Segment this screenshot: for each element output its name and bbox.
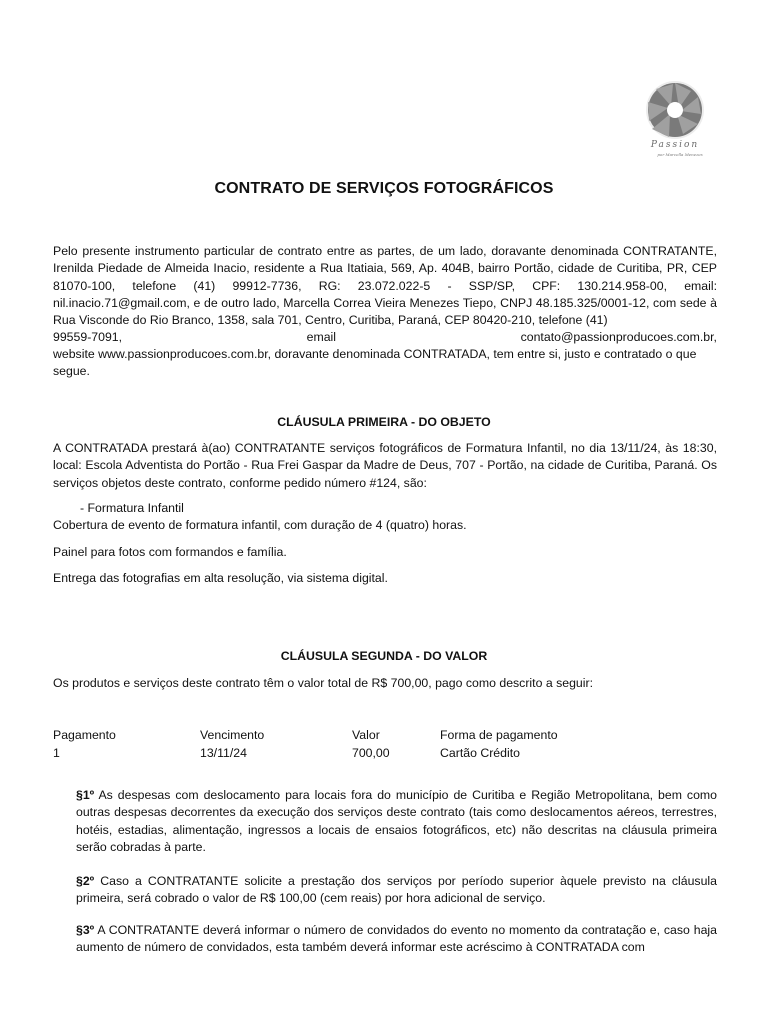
logo-subtitle: por Marcella Menezes [657, 152, 703, 157]
cell-forma-pagamento: Cartão Crédito [440, 746, 520, 760]
paragraph-2-text: Caso a CONTRATANTE solicite a prestação dos serviços por período superior àquele previsto na cláusula primeira, será cobrado o valor de R$ 100,00 (cem reais) por hora adicional de serviço. [76, 874, 717, 906]
clause-two-heading: CLÁUSULA SEGUNDA - DO VALOR [280, 649, 488, 663]
paragraph-3-label: §3º [76, 923, 95, 937]
paragraph-1 [76, 787, 717, 856]
contractor-phone: 99559-7091, [53, 330, 123, 344]
paragraph-1-label: §1º [76, 788, 95, 802]
header-vencimento: Vencimento [200, 728, 265, 742]
aperture-icon [628, 80, 722, 140]
cell-valor: 700,00 [352, 746, 390, 760]
paragraph-1-text: As despesas com deslocamento para locais fora do município de Curitiba e Região Metropolitana, bem como outras despesas decorrentes da execução dos serviços deste contrato (tais como deslocamentos aéreos, terrestres, hotéis, estadias, alimentação, ingressos a locais de ensaios fotográficos, etc) não descritas na cláusula primeira serão cobradas à parte. [76, 788, 717, 854]
document-title: CONTRATO DE SERVIÇOS FOTOGRÁFICOS [214, 180, 554, 197]
paragraph-3 [76, 922, 717, 957]
clause-one-text: A CONTRATADA prestará à(ao) CONTRATANTE serviços fotográficos de Formatura Infantil, no dia 13/11/24, às 18:30, local: Escola Adventista do Portão - Rua Frei Gaspar da Madre de Deus, 707 - Portão, na cidade de Curitiba, Paraná. Os serviços objetos deste contrato, conforme pedido número #124, são: [53, 441, 717, 490]
header-pagamento: Pagamento [53, 728, 116, 742]
email-label: email [306, 330, 337, 344]
passion-logo [628, 80, 722, 164]
service-panel: Painel para fotos com formandos e família. [53, 545, 287, 559]
service-coverage: Cobertura de evento de formatura infantil, com duração de 4 (quatro) horas. [53, 518, 467, 532]
header-forma-pagamento: Forma de pagamento [440, 728, 558, 742]
cell-vencimento: 13/11/24 [200, 746, 247, 760]
paragraph-2 [76, 873, 717, 908]
header-valor: Valor [352, 728, 380, 742]
service-delivery: Entrega das fotografias em alta resolução, via sistema digital. [53, 571, 388, 585]
intro-ending: website www.passionproducoes.com.br, doravante denominada CONTRATADA, tem entre si, justo e contratado o que segue. [53, 347, 697, 379]
logo-wordmark: Passion [650, 140, 700, 150]
cell-pagamento: 1 [53, 746, 60, 760]
intro-contact-line [53, 329, 717, 346]
paragraph-2-label: §2º [76, 874, 95, 888]
paragraph-3-text: A CONTRATANTE deverá informar o número de convidados do evento no momento da contratação e, caso haja aumento de número de convidados, esta também deverá informar este acréscimo à CONTRATADA com [76, 923, 717, 955]
service-item: - Formatura Infantil [80, 501, 184, 515]
clause-two-text: Os produtos e serviços deste contrato têm o valor total de R$ 700,00, pago como descrito a seguir: [53, 676, 593, 690]
intro-paragraph: Pelo presente instrumento particular de contrato entre as partes, de um lado, doravante denominada CONTRATANTE, Irenilda Piedade de Almeida Inacio, residente a Rua Itatiaia, 569, Ap. 404B, bairro Portão, cidade de Curitiba, PR, CEP 81070-100, telefone (41) 99912-7736, RG: 23.072.022-5 - SSP/SP, CPF: 130.214.958-00, email: nil.inacio.71@gmail.com, e de outro lado, Marcella Correa Vieira Menezes Tiepo, CNPJ 48.185.325/0001-12, com sede à Rua Visconde do Rio Branco, 1358, sala 701, Centro, Curitiba, Paraná, CEP 80420-210, telefone (41) [53, 244, 717, 328]
clause-one-heading: CLÁUSULA PRIMEIRA - DO OBJETO [277, 415, 491, 429]
contractor-email: contato@passionproducoes.com.br, [520, 330, 717, 344]
